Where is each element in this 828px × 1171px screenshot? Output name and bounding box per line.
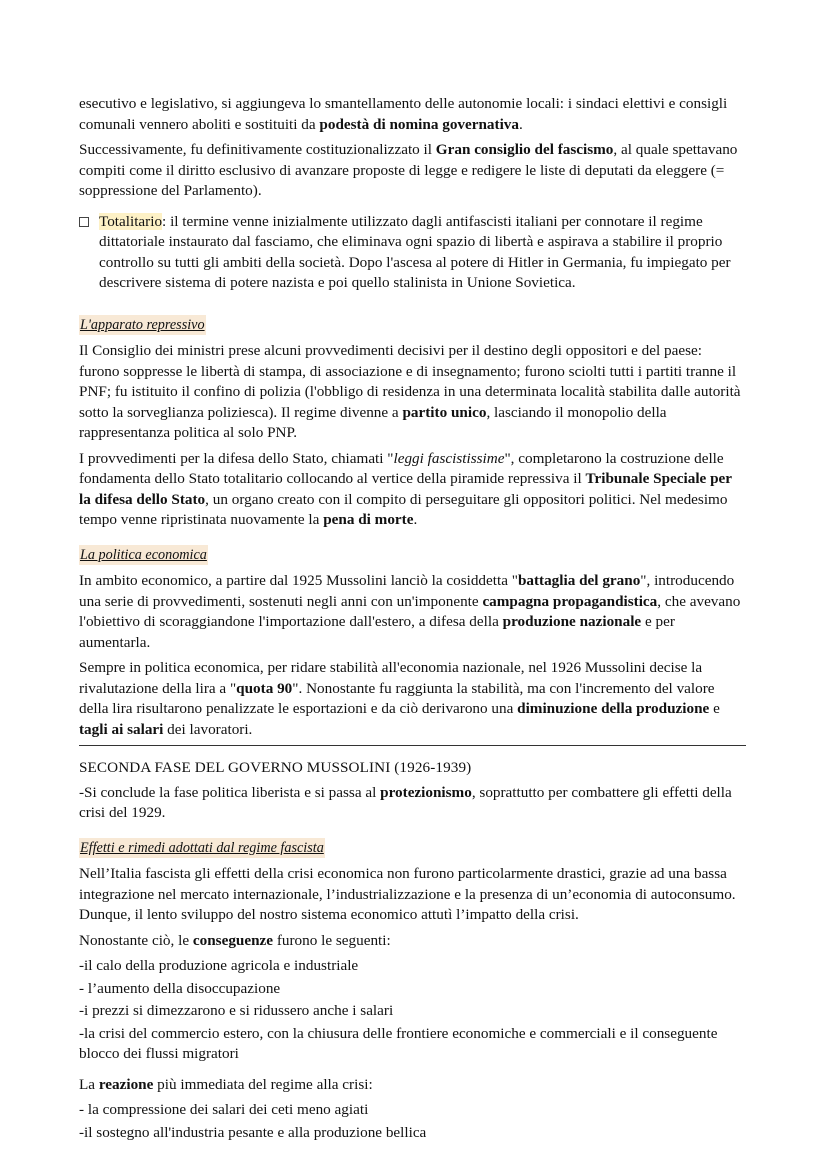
totalitario-bullet: Totalitario: il termine venne inizialmente utilizzato dagli antifascisti italiani per connotare il regime dittatoriale instaurato dal fasciamo, che eliminava ogni spazio di libertà e aspirava a stabilire il proprio controllo su tutti gli ambiti della società. Dopo l'ascesa al potere di Hitler in Germania, fu impiegato per descrivere sistema di potere nazista e poi quello stalinista in Unione Sovietica. — [79, 212, 746, 294]
bold-term: campagna propagandistica — [482, 592, 658, 610]
bold-term: Gran consiglio del fascismo — [435, 141, 614, 158]
bold-term: pena di morte — [323, 511, 414, 528]
bold-term: quota 90 — [236, 679, 293, 697]
section-title-seconda-fase: SECONDA FASE DEL GOVERNO MUSSOLINI (1926-1939) — [79, 759, 472, 776]
bold-term: partito unico — [402, 403, 487, 421]
paragraph-conseguenze: Nonostante ciò, le conseguenze furono le seguenti: — [79, 931, 391, 949]
bold-term: produzione nazionale — [502, 613, 642, 630]
horizontal-divider — [79, 745, 746, 746]
bold-term: battaglia del grano — [517, 572, 641, 589]
list-item: - la compressione dei salari dei ceti meno agiati — [79, 1101, 369, 1118]
list-item: -i prezzi si dimezzarono e si ridussero anche i salari — [79, 1002, 394, 1019]
bold-term: reazione — [98, 1075, 154, 1093]
bold-term: protezionismo — [380, 783, 472, 801]
checkbox-bullet-icon — [79, 217, 89, 227]
highlighted-term: Totalitario — [99, 212, 163, 230]
section-heading-apparato: L'apparato repressivo — [79, 315, 206, 336]
paragraph-leggi-fascistissime: I provvedimenti per la difesa dello Stato, chiamati "leggi fascistissime", completarono la costruzione delle fondamenta dello Stato totalitario collocando al vertice della piramide repressiva il Tribunale Speciale per la difesa dello Stato, un organo creato con il compito di perseguitare gli oppositori politici. Nel medesimo tempo venne ripristinata nuovamente la pena di morte. — [79, 449, 732, 528]
paragraph-reazione: La reazione più immediata del regime alla crisi: — [79, 1075, 373, 1093]
paragraph-protezionismo: -Si conclude la fase politica liberista e si passa al protezionismo, soprattutto per combattere gli effetti della crisi del 1929. — [79, 783, 732, 821]
list-item: -la crisi del commercio estero, con la chiusura delle frontiere economiche e commerciali e il conseguente blocco dei flussi migratori — [79, 1024, 718, 1062]
bold-term: diminuzione della produzione — [517, 700, 710, 717]
paragraph-italia-fascista: Nell’Italia fascista gli effetti della crisi economica non furono particolarmente drastici, grazie ad una bassa integrazione nel mercato internazionale, l’industrializzazione e la presenza di un’economia di autoconsumo. Dunque, il lento sviluppo del nostro sistema economico attutì l’impatto della crisi. — [79, 865, 736, 923]
paragraph-battaglia-grano: In ambito economico, a partire dal 1925 Mussolini lanciò la cosiddetta "battaglia del grano", introducendo una serie di provvedimenti, sostenuti negli anni con un'imponente campagna propagandistica, che avevano l'obiettivo di scoraggiandone l'importazione dall'estero, a difesa della produzione nazionale e per aumentarla. — [79, 572, 741, 651]
bold-term: podestà di nomina governativa — [319, 115, 519, 133]
paragraph-consiglio-ministri: Il Consiglio dei ministri prese alcuni provvedimenti decisivi per il destino degli oppositori e del paese: furono soppresse le libertà di stampa, di associazione e di insegnamento; furono sciolti tutti i partiti tranne il PNF; fu istituito il confino di polizia (l'obbligo di residenza in una determinata località stabilita dalle autorità sotto la sorveglianza poliziesca). Il regime divenne a partito unico, lasciando il monopolio della rappresentanza politica al solo PNP. — [79, 342, 741, 441]
paragraph-gran-consiglio: Successivamente, fu definitivamente costituzionalizzato il Gran consiglio del fascismo, al quale spettavano compiti come il diritto esclusivo di avanzare proposte di legge e redigere le liste di deputati da eleggere (= soppressione del Parlamento). — [79, 141, 738, 199]
italic-term: leggi fascistissime — [393, 449, 505, 467]
list-item: -il calo della produzione agricola e industriale — [79, 957, 359, 974]
document-page — [79, 94, 746, 1145]
list-item: - l’aumento della disoccupazione — [79, 979, 281, 997]
section-heading-effetti: Effetti e rimedi adottati dal regime fascista — [79, 838, 325, 859]
paragraph-quota-90: Sempre in politica economica, per ridare stabilità all'economia nazionale, nel 1926 Mussolini decise la rivalutazione della lira a "quota 90". Nonostante fu raggiunta la stabilità, ma con l'incremento del valore della lira risultarono penalizzate le esportazioni e da ciò derivarono una diminuzione della produzione e tagli ai salari dei lavoratori. — [79, 659, 720, 738]
paragraph-enti-locali: esecutivo e legislativo, si aggiungeva lo smantellamento delle autonomie locali: i sindaci elettivi e consigli comunali vennero aboliti e sostituiti da podestà di nomina governativa. — [79, 95, 728, 133]
spacer — [79, 1067, 746, 1075]
bold-term: tagli ai salari — [79, 720, 164, 738]
list-item: -il sostegno all'industria pesante e alla produzione bellica — [79, 1123, 427, 1141]
section-heading-economica: La politica economica — [79, 545, 208, 566]
bold-term: conseguenze — [192, 931, 274, 949]
bold-term: Tribunale Speciale per la difesa dello Stato — [79, 470, 732, 508]
